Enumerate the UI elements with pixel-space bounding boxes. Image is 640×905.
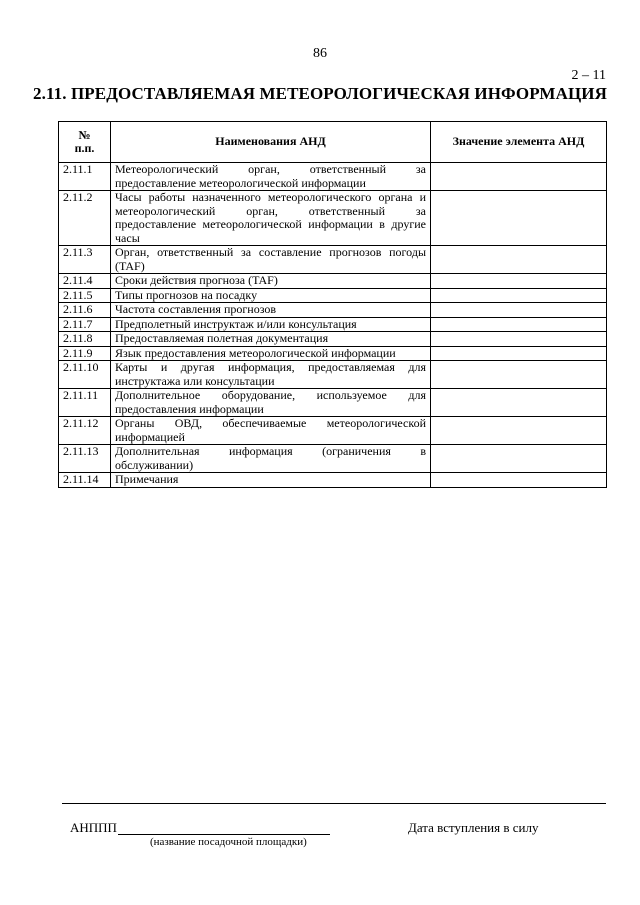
row-number: 2.11.3	[59, 246, 111, 274]
row-name: Метеорологический орган, ответственный за предоставление метеорологической информации	[111, 163, 431, 191]
table-row	[59, 417, 607, 445]
row-name: Орган, ответственный за составление прогнозов погоды (TAF)	[111, 246, 431, 274]
table-row	[59, 317, 607, 332]
table-row	[59, 303, 607, 318]
row-number: 2.11.11	[59, 389, 111, 417]
footer-aerodrome-label: АНППП	[70, 820, 117, 835]
row-name: Карты и другая информация, предоставляемая для инструктажа или консультации	[111, 361, 431, 389]
row-value	[431, 303, 607, 318]
row-value	[431, 163, 607, 191]
row-name: Частота составления прогнозов	[111, 303, 431, 318]
row-number: 2.11.10	[59, 361, 111, 389]
row-number: 2.11.2	[59, 191, 111, 246]
row-value	[431, 274, 607, 289]
table-row	[59, 191, 607, 246]
table-row	[59, 361, 607, 389]
row-value	[431, 246, 607, 274]
row-number: 2.11.4	[59, 274, 111, 289]
row-value	[431, 288, 607, 303]
footer-effective-date-label: Дата вступления в силу	[408, 820, 539, 835]
row-name: Сроки действия прогноза (TAF)	[111, 274, 431, 289]
row-number: 2.11.7	[59, 317, 111, 332]
table-row	[59, 346, 607, 361]
row-number: 2.11.8	[59, 332, 111, 347]
row-number: 2.11.6	[59, 303, 111, 318]
row-name: Предоставляемая полетная документация	[111, 332, 431, 347]
table-row	[59, 274, 607, 289]
row-number: 2.11.9	[59, 346, 111, 361]
table-row	[59, 246, 607, 274]
table-row	[59, 288, 607, 303]
table-row	[59, 445, 607, 473]
row-number: 2.11.14	[59, 473, 111, 488]
meteo-info-table	[58, 121, 607, 488]
row-name: Дополнительная информация (ограничения в обслуживании)	[111, 445, 431, 473]
table-header-row	[59, 122, 607, 163]
row-name: Язык предоставления метеорологической информации	[111, 346, 431, 361]
row-name: Дополнительное оборудование, используемое для предоставления информации	[111, 389, 431, 417]
row-number: 2.11.1	[59, 163, 111, 191]
table-row	[59, 332, 607, 347]
row-name: Типы прогнозов на посадку	[111, 288, 431, 303]
row-name: Часы работы назначенного метеорологического органа и метеорологический орган, ответственный за предоставление метеорологической информации в другие часы	[111, 191, 431, 246]
row-value	[431, 417, 607, 445]
row-value	[431, 361, 607, 389]
header-name: Наименования АНД	[111, 122, 431, 163]
row-name: Органы ОВД, обеспечиваемые метеорологической информацией	[111, 417, 431, 445]
footer-aerodrome-caption: (название посадочной площадки)	[150, 836, 307, 848]
row-name: Предполетный инструктаж и/или консультация	[111, 317, 431, 332]
footer-aerodrome-name-line	[118, 834, 330, 835]
table-row	[59, 473, 607, 488]
header-num	[59, 122, 111, 163]
row-name: Примечания	[111, 473, 431, 488]
footer-rule	[62, 803, 606, 804]
row-value	[431, 346, 607, 361]
row-number: 2.11.13	[59, 445, 111, 473]
header-num-line1: №	[78, 127, 91, 142]
page-code: 2 – 11	[571, 68, 606, 83]
row-value	[431, 389, 607, 417]
section-title: 2.11. ПРЕДОСТАВЛЯЕМАЯ МЕТЕОРОЛОГИЧЕСКАЯ ИНФОРМАЦИЯ	[33, 84, 607, 103]
row-value	[431, 191, 607, 246]
table-row	[59, 389, 607, 417]
page-number: 86	[313, 46, 327, 61]
row-value	[431, 332, 607, 347]
row-value	[431, 473, 607, 488]
header-value: Значение элемента АНД	[431, 122, 607, 163]
row-value	[431, 445, 607, 473]
row-value	[431, 317, 607, 332]
row-number: 2.11.5	[59, 288, 111, 303]
table-row	[59, 163, 607, 191]
header-num-line2: п.п.	[74, 141, 95, 155]
row-number: 2.11.12	[59, 417, 111, 445]
